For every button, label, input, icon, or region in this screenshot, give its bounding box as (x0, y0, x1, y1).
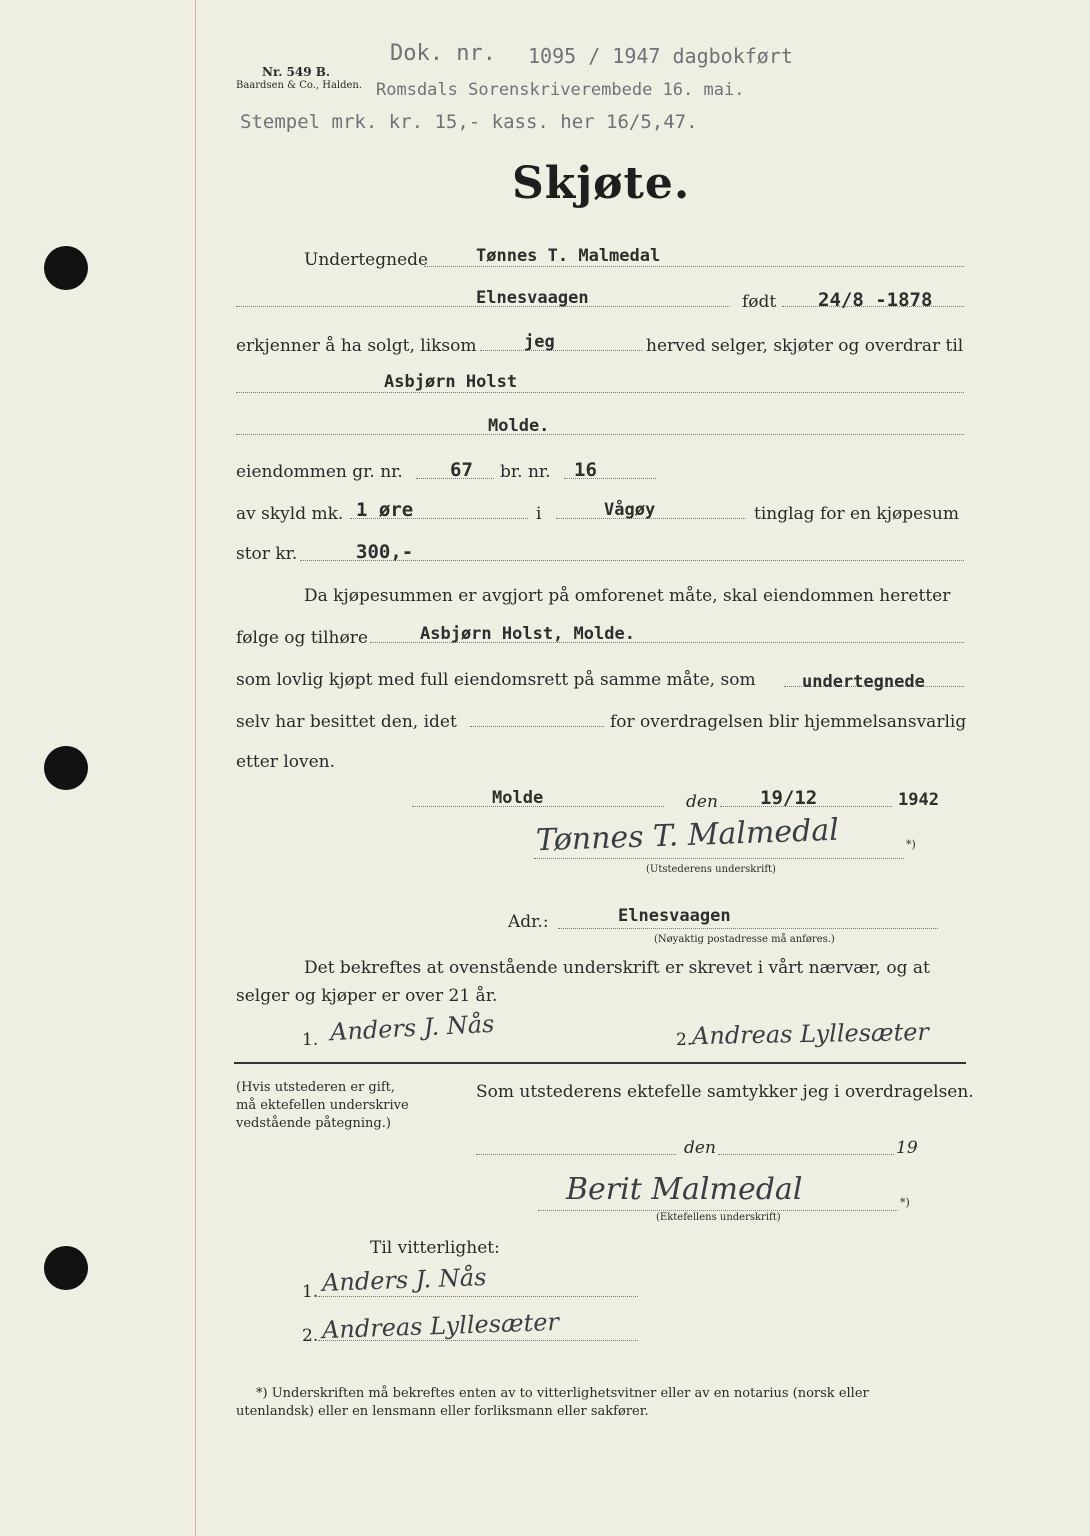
printer-name: Baardsen & Co., Halden. (236, 80, 363, 91)
date-year: 1942 (898, 790, 939, 810)
grnr-value: 67 (450, 459, 473, 481)
footnote-line-2: utenlandsk) eller en lensmann eller forliksmann eller sakfører. (236, 1404, 649, 1419)
punch-hole (44, 246, 88, 290)
confirm-witness-signature-2: Andreas Lyllesæter (691, 1017, 930, 1051)
witness-number-2: 2. (676, 1030, 693, 1050)
spouse-note-3: vedstående påtegning.) (236, 1116, 391, 1131)
spouse-signature: Berit Malmedal (566, 1172, 803, 1207)
dotted-line (236, 392, 964, 393)
form-number: Nr. 549 B. (262, 65, 331, 79)
tinglag-label: tinglag for en kjøpesum (754, 504, 959, 524)
dotted-line (718, 1154, 894, 1155)
body-paragraph-1: Da kjøpesummen er avgjort på omforenet måte, skal eiendommen heretter (304, 586, 951, 606)
stamp-fee: Stempel mrk. kr. 15,- kass. her 16/5,47. (240, 111, 698, 133)
dotted-line (318, 1340, 638, 1341)
seller-name: Tønnes T. Malmedal (476, 246, 661, 266)
spouse-note-1: (Hvis utstederen er gift, (236, 1080, 396, 1095)
punch-hole (44, 746, 88, 790)
dotted-line (236, 434, 964, 435)
body-tail-4: for overdragelsen blir hjemmelsansvarlig (610, 712, 967, 732)
spouse-signature-caption: (Ektefellens underskrift) (656, 1212, 781, 1223)
dotted-line (558, 928, 938, 929)
witness-signature-2: Andreas Lyllesæter (321, 1307, 560, 1345)
stamp-doknr-label: Dok. nr. (390, 41, 496, 66)
spouse-den-label: den (684, 1138, 716, 1158)
dotted-line (470, 726, 604, 727)
address-label: Adr.: (508, 912, 549, 932)
witness-number-1: 1. (302, 1282, 319, 1302)
spouse-signature-mark: *) (900, 1196, 910, 1209)
issuer-signature-mark: *) (906, 838, 916, 851)
sum-value: 300,- (356, 541, 414, 563)
body-label-2: følge og tilhøre (236, 628, 368, 648)
document-title: Skjøte. (512, 158, 691, 209)
confirm-line-2: selger og kjøper er over 21 år. (236, 986, 498, 1006)
seller-born: 24/8 -1878 (818, 289, 933, 311)
spouse-year: 19 (896, 1138, 918, 1158)
date-place: Molde (492, 788, 544, 808)
punch-hole (44, 1246, 88, 1290)
separator-rule (234, 1062, 966, 1064)
address-value: Elnesvaagen (618, 906, 731, 926)
buyer-place: Molde. (488, 416, 550, 436)
dotted-line (424, 266, 964, 267)
witness-label: Til vitterlighet: (370, 1238, 500, 1258)
date-value: 19/12 (760, 787, 818, 809)
footnote-line-1: *) Underskriften må bekreftes enten av to vitterlighetsvitner eller av en notarius (norsk eller (256, 1386, 869, 1401)
body-label-3: som lovlig kjøpt med full eiendomsrett på samme måte, som (236, 670, 756, 690)
den-label: den (686, 792, 718, 812)
seller-label: Undertegnede (304, 250, 429, 270)
witness-number-1: 1. (302, 1030, 319, 1050)
brnr-label: br. nr. (500, 462, 551, 482)
sold-text-2: herved selger, skjøter og overdrar til (646, 336, 964, 356)
confirm-line-1: Det bekreftes at ovenstående underskrift er skrevet i vårt nærvær, og at (304, 958, 930, 978)
brnr-value: 16 (574, 459, 597, 481)
sold-text-1: erkjenner å ha solgt, liksom (236, 336, 477, 356)
address-caption: (Nøyaktig postadresse må anføres.) (654, 934, 835, 945)
witness-signature-1: Anders J. Nås (321, 1263, 487, 1297)
dotted-line (534, 858, 904, 859)
dotted-line (480, 350, 642, 351)
seller-pronoun: jeg (524, 332, 555, 352)
dotted-line (318, 1296, 638, 1297)
stor-label: stor kr. (236, 544, 298, 564)
i-label: i (536, 504, 542, 524)
body-paragraph-5: etter loven. (236, 752, 336, 772)
skyld-label: av skyld mk. (236, 504, 344, 524)
seller-place: Elnesvaagen (476, 288, 589, 308)
issuer-signature: Tønnes T. Malmedal (535, 812, 840, 859)
spouse-consent: Som utstederens ektefelle samtykker jeg i overdragelsen. (476, 1082, 974, 1102)
confirm-witness-signature-1: Anders J. Nås (329, 1009, 496, 1047)
stamp-office: Romsdals Sorenskriverembede 16. mai. (376, 80, 745, 100)
skyld-value: 1 øre (356, 499, 414, 521)
body-value-2: Asbjørn Holst, Molde. (420, 624, 635, 644)
dotted-line (538, 1210, 898, 1211)
body-value-3: undertegnede (802, 672, 925, 692)
stamp-doknr-value: 1095 / 1947 dagbokført (528, 44, 793, 68)
issuer-signature-caption: (Utstederens underskrift) (646, 864, 776, 875)
dotted-line (476, 1154, 676, 1155)
district-value: Vågøy (604, 500, 656, 520)
buyer-name: Asbjørn Holst (384, 372, 518, 392)
born-label: født (742, 292, 777, 312)
witness-number-2: 2. (302, 1326, 319, 1346)
spouse-note-2: må ektefellen underskrive (236, 1098, 409, 1113)
body-label-4: selv har besittet den, idet (236, 712, 457, 732)
grnr-label: eiendommen gr. nr. (236, 462, 403, 482)
margin-line (195, 0, 196, 1536)
